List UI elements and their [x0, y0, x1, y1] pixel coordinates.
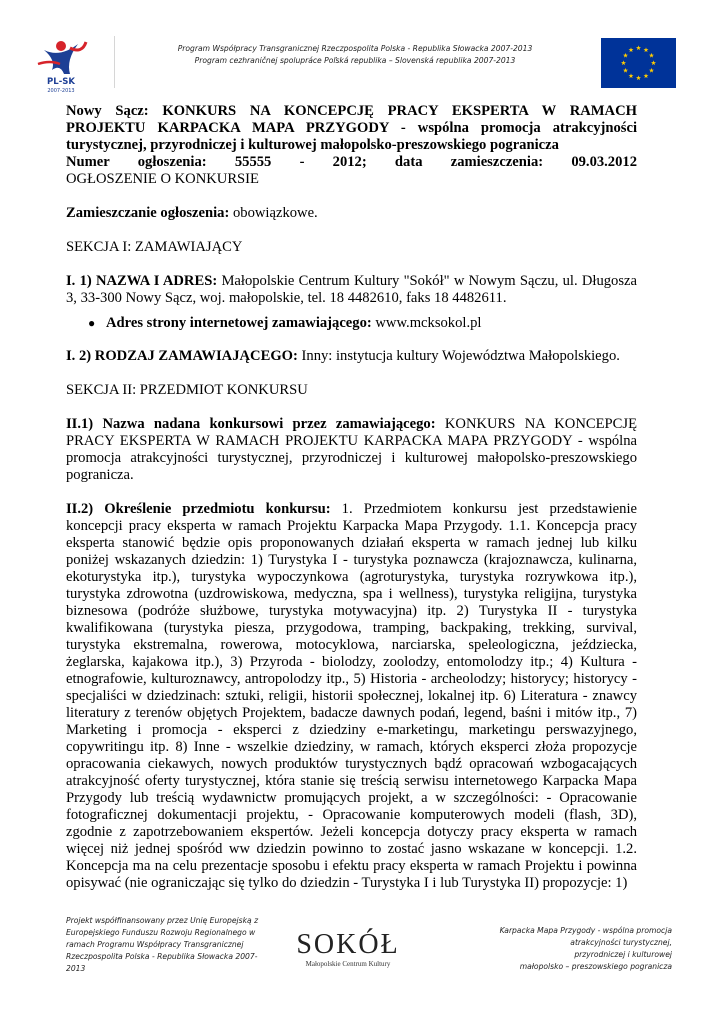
name-address-row	[66, 273, 637, 307]
title-number-date: Numer ogłoszenia: 55555 - 2012; data zamieszczenia: 09.03.2012	[66, 154, 637, 170]
bullet-icon: ●	[88, 316, 96, 330]
footer-right-line: Karpacka Mapa Przygody - wspólna promocja	[499, 926, 672, 935]
pl-sk-program-logo	[30, 30, 92, 94]
program-line-pl: Program Współpracy Transgranicznej Rzeczpospolita Polska - Republika Słowacka 2007-2013	[177, 44, 533, 53]
orderer-type-value: Inny: instytucja kultury Województwa Małopolskiego.	[301, 348, 620, 364]
footer-project-note	[440, 925, 672, 973]
footer-right-line: przyrodniczej i kulturowej	[574, 950, 672, 959]
contest-subject-row	[66, 501, 637, 892]
announcement-title	[66, 103, 637, 171]
placement-row	[66, 205, 637, 222]
section1-heading: SEKCJA I: ZAMAWIAJĄCY	[66, 239, 243, 255]
title-main: Nowy Sącz: KONKURS NA KONCEPCJĘ PRACY EKSPERTA W RAMACH PROJEKTU KARPACKA MAPA PRZYGODY - wspólna promocja atrakcyjności turystycznej, przyrodniczej i kulturowej małopolsko-preszowskiego pogranicza	[66, 103, 637, 153]
footer-right-line: małopolsko – preszowskiego pogranicza	[519, 962, 672, 971]
announcement-type: OGŁOSZENIE O KONKURSIE	[66, 171, 259, 187]
program-line-sk: Program cezhraničnej spolupráce Poľská republika – Slovenská republika 2007-2013	[194, 56, 516, 65]
website-label: Adres strony internetowej zamawiającego:	[106, 315, 372, 331]
orderer-type-label: I. 2) RODZAJ ZAMAWIAJĄCEGO:	[66, 348, 298, 364]
sokol-logo	[288, 930, 408, 968]
header-divider	[114, 36, 115, 88]
logo-text: PL-SK	[47, 77, 75, 87]
contest-name-label: II.1) Nazwa nadana konkursowi przez zamawiającego:	[66, 416, 436, 432]
footer-cofinancing-note: Projekt współfinansowany przez Unię Europejską z Europejskiego Funduszu Rozwoju Regionalnego w ramach Programu Współpracy Transgranicznej Rzeczpospolita Polska - Republika Słowacka 2007-2013	[66, 916, 259, 973]
sokol-logo-subtitle: Małopolskie Centrum Kultury	[305, 960, 391, 968]
placement-label: Zamieszczanie ogłoszenia:	[66, 205, 230, 221]
website-bullet	[88, 315, 637, 332]
contest-subject-value: 1. Przedmiotem konkursu jest przedstawienie koncepcji pracy eksperta w ramach Projektu Karpacka Mapa Przygody. 1.1. Koncepcja pracy eksperta stanowić będzie opis proponowanych działań eksperta w ramach jednej lub kilku poniżej wskazanych dziedzin: 1) Turystyka I - turystyka poznawcza (krajoznawcza, kulinarna, ekoturystyka itp.), turystyka wypoczynkowa (agroturystyka, turystyka rozrywkowa itp.), turystyka zdrowotna (uzdrowiskowa, medyczna, spa i wellness), turystyka religijna, turystyka biznesowa (podróże służbowe, turystyka motywacyjna) itp. 2) Turystyka II - turystyka kwalifikowana (turystyka piesza, przygodowa, tramping, backpaking, trekking, survival, turystyka ekstremalna, rowerowa, motocyklowa, narciarska, speleologiczna, jeździecka, żeglarska, kajakowa itp.), 3) Przyroda - biolodzy, zoolodzy, entomolodzy itp.; 4) Kultura - etnografowie, kulturoznawcy, antropolodzy itp., 5) Historia - archeolodzy; historycy; historycy - specjaliści w dziedzinach: sztuki, religii, historii społecznej, lokalnej itp. 6) Literatura - znawcy literatury z terenów objętych Projektem, badacze dawnych podań, legend, baśni i mitów itp., 7) Marketing i promocja - eksperci z dziedziny e-marketingu, marketingu perswazyjnego, copywritingu itp. 8) Inne - wszelkie dziedziny, w ramach, których eksperci złoża propozycje opracowania ciekawych, nowych produktów turystycznych bądź opracowań wzbogacających atrakcyjność oferty turystycznej, która stanie się treścią serwisu internetowego Karpacka Mapa Przygody lub treścią wydawnictw promujących projekt, a w szczególności: - Opracowanie fotograficznej dokumentacji projektu, - Opracowanie komputerowych modeli (flash, 3D), zgodnie z zapotrzebowaniem ekspertów. Jeżeli koncepcja dotyczy pracy eksperta w ramach więcej niż jednej spośród ww dziedzin powinno to zostać jasno wskazane w koncepcji. 1.2. Koncepcja ma na celu prezentacje sposobu i efektu pracy eksperta w ramach Projektu i powinna opisywać (nie ograniczając się tylko do dziedzin - Turystyka I i lub Turystyka II) propozycje: 1)	[66, 501, 637, 891]
eu-flag-icon	[601, 38, 676, 88]
orderer-type-row	[66, 348, 637, 365]
name-address-value: Małopolskie Centrum Kultury "Sokół" w Nowym Sączu, ul. Długosza 3, 33-300 Nowy Sącz, woj. małopolskie, tel. 18 4482610, faks 18 4482611.	[66, 273, 637, 306]
section2-heading: SEKCJA II: PRZEDMIOT KONKURSU	[66, 382, 308, 398]
placement-value: obowiązkowe.	[233, 205, 318, 221]
contest-name-row	[66, 416, 637, 484]
logo-years: 2007-2013	[47, 88, 75, 94]
announcement-body	[66, 103, 637, 892]
footer-right-line: atrakcyjności turystycznej,	[570, 938, 672, 947]
website-link[interactable]: www.mcksokol.pl	[375, 315, 482, 331]
sokol-logo-name: SOKÓŁ	[296, 929, 400, 960]
name-address-label: I. 1) NAZWA I ADRES:	[66, 273, 218, 289]
contest-name-value: KONKURS NA KONCEPCJĘ PRACY EKSPERTA W RAMACH PROJEKTU KARPACKA MAPA PRZYGODY - wspólna promocja atrakcyjności turystycznej, przyrodniczej i kulturowej małopolsko-preszowskiego pogranicza.	[66, 416, 637, 483]
program-header	[120, 43, 590, 67]
contest-subject-label: II.2) Określenie przedmiotu konkursu:	[66, 501, 331, 517]
